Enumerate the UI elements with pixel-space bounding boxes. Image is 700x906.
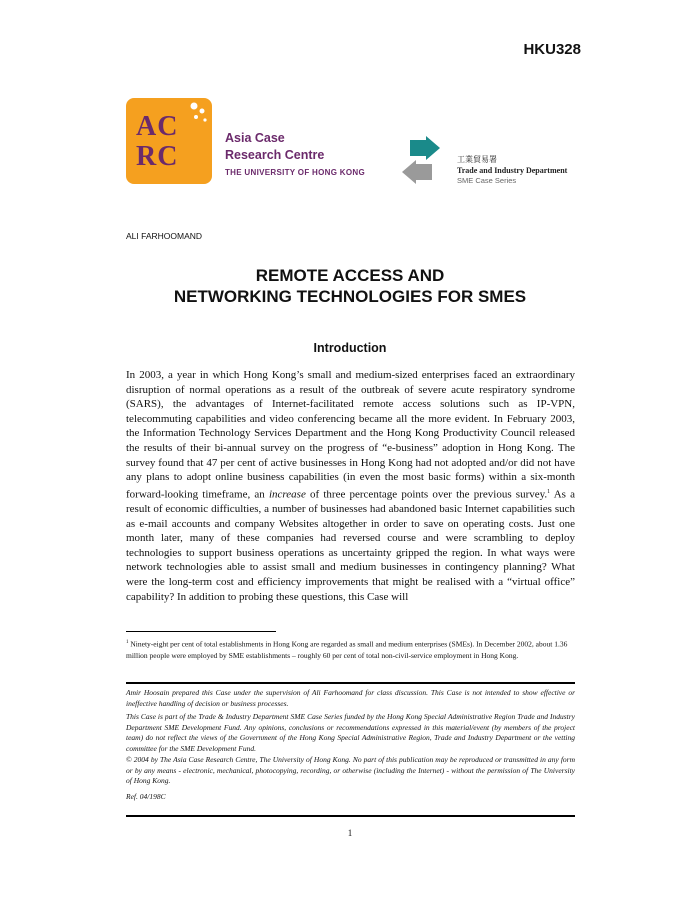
section-heading: Introduction xyxy=(313,341,387,355)
notes-top-rule xyxy=(126,682,575,684)
page-number: 1 xyxy=(347,828,353,838)
tid-arrows-icon xyxy=(396,136,446,184)
acrc-name-line1: Asia Case xyxy=(225,131,285,145)
footnote-ref[interactable]: 1 xyxy=(547,488,551,495)
footnote-rule xyxy=(126,631,276,632)
title-line2: NETWORKING TECHNOLOGIES FOR SMES xyxy=(173,287,527,306)
body-text-part-b: of three percentage points over the previous survey. xyxy=(305,488,548,501)
notes-bottom-rule xyxy=(126,815,575,817)
acrc-name-line2: Research Centre xyxy=(225,148,325,162)
footnote xyxy=(126,637,575,661)
title-line1: REMOTE ACCESS AND xyxy=(255,266,445,285)
reference-number: Ref. 04/198C xyxy=(126,792,166,801)
acrc-letters xyxy=(136,112,178,172)
case-id: HKU328 xyxy=(523,41,581,58)
body-paragraph xyxy=(126,368,575,604)
body-text-part-c: As a result of economic difficulties, a number of businesses had abandoned basic Internet capabilities such as e-mail accounts and company Websites altogether in order to save on operating costs. Just one month later, many of these companies had reversed course and were scrambling to deploy technologies to support business operations as uncertainty gripped the region. In what ways were network technologies able to assist small and medium businesses in contingency planning? What were the long-term cost and efficiency improvements that might be realised with a “virtual office” capability? In addition to probing these questions, this Case will xyxy=(126,488,576,603)
tid-name: Trade and Industry Department xyxy=(457,166,568,175)
copyright-note: © 2004 by The Asia Case Research Centre, The University of Hong Kong. No part of this publication may be reproduced or transmitted in any form or by any means - electronic, mechanical, photocopying, recording, or otherwise (including the Internet) - without the permission of The University of Hong Kong. xyxy=(126,755,575,786)
footnote-mark: 1 xyxy=(126,640,129,645)
tid-chinese-name: 工業貿易署 xyxy=(457,155,497,164)
funding-note: This Case is part of the Trade & Industry Department SME Case Series funded by the Hong Kong Special Administrative Region Trade and Industry Department SME Development Fund. Any opinions, conclusions or recommendations expressed in this material/event (by members of the project team) do not reflect the views of the Government of the Hong Kong Special Administrative Region, Trade and Industry Department or the vetting committee for the SME Development Fund. xyxy=(126,712,575,753)
body-emphasis: increase xyxy=(268,488,306,501)
acrc-letters-line1: AC xyxy=(136,111,179,142)
tid-series: SME Case Series xyxy=(457,176,517,185)
acrc-university: THE UNIVERSITY OF HONG KONG xyxy=(225,168,365,177)
acrc-logo xyxy=(126,98,212,184)
prepared-by-note: Amir Hoosain prepared this Case under the supervision of Ali Farhoomand for class discussion. This Case is not intended to show effective or ineffective handling of decision or business processes. xyxy=(126,688,575,708)
acrc-dots-icon xyxy=(188,100,210,130)
acrc-letters-line2: RC xyxy=(136,141,179,172)
document-title xyxy=(100,265,600,307)
footnote-text: Ninety-eight per cent of total establishments in Hong Kong are regarded as small and medium enterprises (SMEs). In December 2002, about 1.36 million people were employed by SME establishments – roughly 60 per cent of total non-civil-service employment in Hong Kong. xyxy=(126,639,568,660)
body-text-part-a: In 2003, a year in which Hong Kong’s small and medium-sized enterprises faced an extraordinary disruption of normal operations as a result of the outbreak of severe acute respiratory syndrome (SARS), the advantages of Internet-facilitated remote access solutions such as IP-VPN, telecommuting capabilities and video conferencing became all the more evident. In February 2003, the Information Technology Services Department and the Hong Kong Productivity Council released the results of their bi-annual survey on the progress of “e-business” adoption in Hong Kong. The survey found that 47 per cent of active businesses in Hong Kong had not adopted and/or did not have any plans to adopt online business capabilities (in even the most basic forms) within a six-month forward-looking timeframe, an xyxy=(126,369,575,501)
author: ALI FARHOOMAND xyxy=(126,231,203,241)
